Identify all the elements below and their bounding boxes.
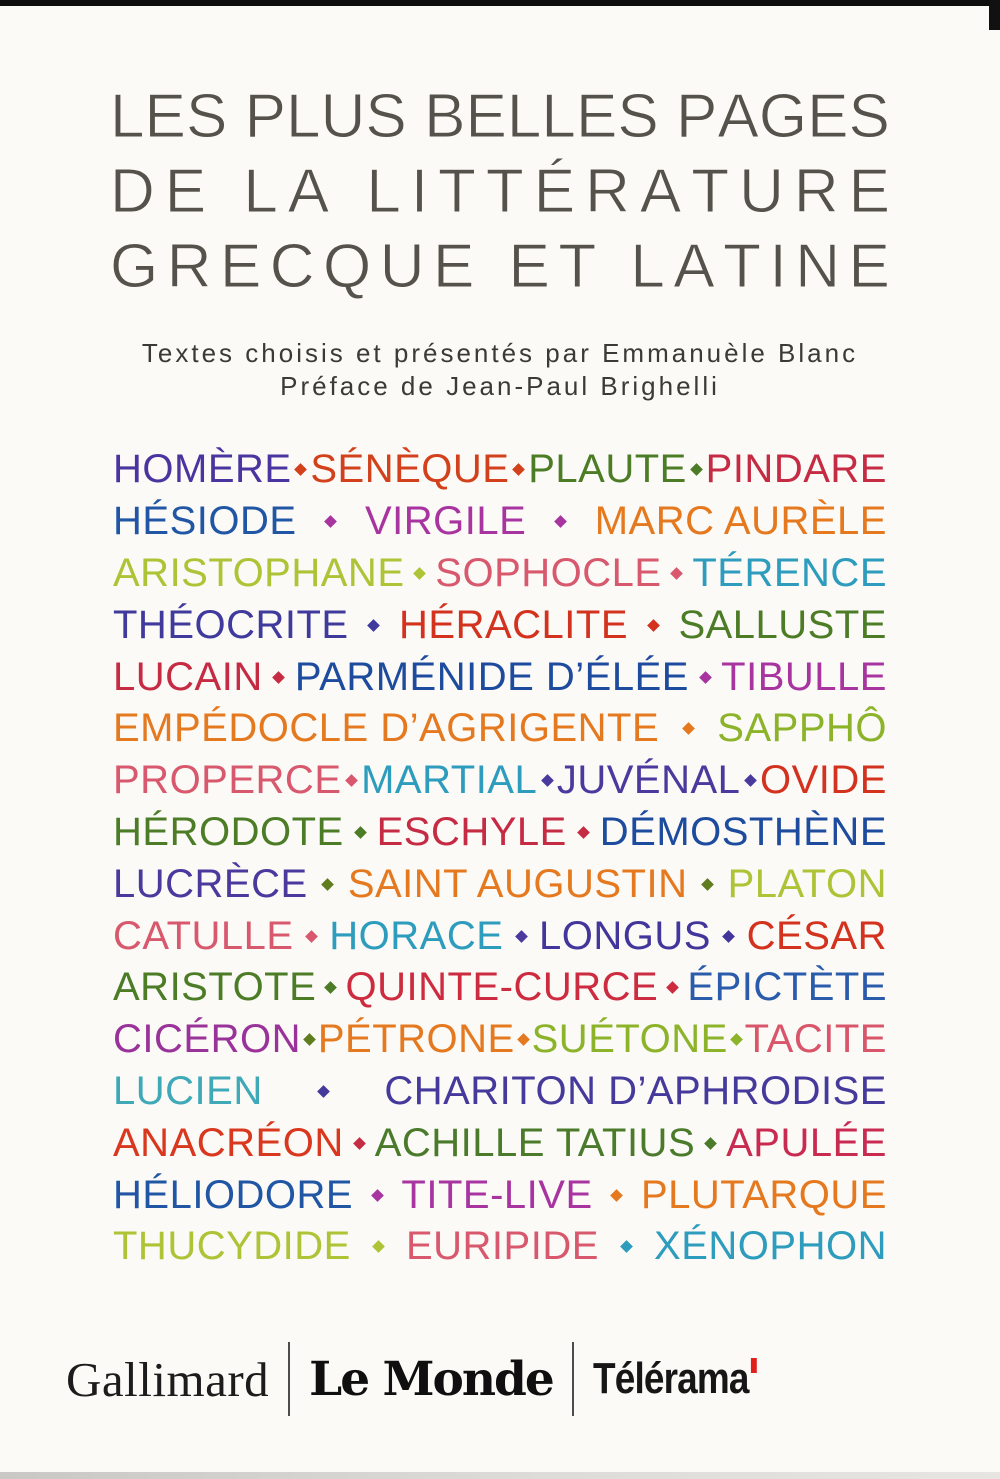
author-name: OVIDE (759, 758, 887, 803)
separator-dot-icon (690, 464, 703, 477)
author-name: LUCAIN (113, 654, 263, 699)
author-name: LONGUS (539, 913, 711, 958)
author-name: HÉLIODORE (113, 1172, 354, 1217)
author-name: PINDARE (705, 447, 887, 492)
author-name: ARISTOPHANE (113, 550, 405, 595)
author-line (113, 703, 887, 755)
separator-dot-icon (305, 930, 318, 943)
author-name: CHARITON D’APHRODISE (384, 1068, 887, 1113)
separator-dot-icon (371, 1189, 384, 1202)
separator-dot-icon (699, 671, 712, 684)
author-name: ACHILLE TATIUS (374, 1120, 696, 1165)
separator-dot-icon (730, 1033, 743, 1046)
author-name: SOPHOCLE (435, 550, 662, 595)
separator-dot-icon (704, 1137, 717, 1150)
separator-dot-icon (671, 567, 684, 580)
author-name: APULÉE (726, 1120, 887, 1165)
title-line-2: D E L A L I T T É R A T U R E (110, 157, 890, 226)
credit-editor: Textes choisis et présentés par Emmanuèle Blanc (141, 338, 859, 368)
author-name: LUCRÈCE (113, 861, 308, 906)
author-name: HÉRODOTE (113, 809, 344, 854)
telerama-red-tick-icon (751, 1358, 757, 1373)
author-name: MARTIAL (361, 758, 538, 803)
gallimard-logo: Gallimard (66, 1351, 270, 1407)
author-name: HOMÈRE (113, 447, 292, 492)
author-name: ÉPICTÈTE (687, 965, 887, 1010)
scan-edge-top (0, 0, 1000, 6)
author-name: SÉNÈQUE (310, 447, 510, 492)
author-name: PARMÉNIDE D’ÉLÉE (294, 654, 689, 699)
separator-dot-icon (610, 1189, 623, 1202)
author-name: TITE-LIVE (401, 1172, 593, 1217)
author-name: ANACRÉON (113, 1120, 344, 1165)
author-line (113, 1014, 887, 1066)
separator-dot-icon (325, 981, 338, 994)
separator-dot-icon (354, 826, 367, 839)
separator-dot-icon (321, 878, 334, 891)
separator-dot-icon (272, 671, 285, 684)
author-name: PLAUTE (528, 447, 687, 492)
separator-dot-icon (345, 774, 358, 787)
author-name: SALLUSTE (678, 602, 887, 647)
author-name: HORACE (329, 913, 504, 958)
author-name: THÉOCRITE (113, 602, 349, 647)
author-name: TÉRENCE (692, 550, 887, 595)
author-line (113, 651, 887, 703)
telerama-logo (593, 1354, 757, 1404)
separator-dot-icon (701, 878, 714, 891)
author-name: VIRGILE (364, 499, 527, 544)
separator-dot-icon (517, 1033, 530, 1046)
separator-dot-icon (515, 930, 528, 943)
separator-dot-icon (666, 981, 679, 994)
separator-dot-icon (647, 619, 660, 632)
credit-preface: Préface de Jean-Paul Brighelli (280, 371, 720, 401)
author-line (113, 910, 887, 962)
publisher-strip (66, 1336, 788, 1422)
author-name: HÉSIODE (113, 499, 297, 544)
author-name: CÉSAR (746, 913, 887, 958)
author-line (113, 807, 887, 859)
author-name: HÉRACLITE (399, 602, 629, 647)
author-line (113, 755, 887, 807)
author-line (113, 444, 887, 496)
scan-edge-bottom (0, 1472, 1000, 1479)
author-name: THUCYDIDE (113, 1224, 351, 1269)
separator-dot-icon (414, 567, 427, 580)
author-name: TACITE (744, 1017, 887, 1062)
separator-dot-icon (577, 826, 590, 839)
publisher-divider (288, 1342, 290, 1416)
separator-dot-icon (541, 774, 554, 787)
separator-dot-icon (324, 515, 337, 528)
author-name: ESCHYLE (376, 809, 567, 854)
scan-edge-corner (989, 0, 1000, 30)
title-line-1: L E S P L U S B E L L E S P A G E S (110, 82, 890, 151)
separator-dot-icon (682, 723, 695, 736)
publisher-divider (572, 1342, 574, 1416)
author-name: SAPPHÔ (717, 706, 887, 751)
author-line (113, 599, 887, 651)
author-name: CICÉRON (113, 1017, 301, 1062)
separator-dot-icon (295, 464, 308, 477)
separator-dot-icon (303, 1033, 316, 1046)
author-line (113, 1169, 887, 1221)
author-name: CATULLE (113, 913, 294, 958)
author-name: SUÉTONE (531, 1017, 728, 1062)
author-name: DÉMOSTHÈNE (599, 809, 887, 854)
author-name: MARC AURÈLE (594, 499, 887, 544)
author-line (113, 1066, 887, 1118)
author-line (113, 1117, 887, 1169)
author-name: PROPERCE (113, 758, 342, 803)
separator-dot-icon (353, 1137, 366, 1150)
separator-dot-icon (367, 619, 380, 632)
authors-block (113, 444, 887, 1273)
credits-block (110, 337, 890, 403)
separator-dot-icon (512, 464, 525, 477)
author-line (113, 1221, 887, 1273)
separator-dot-icon (620, 1240, 633, 1253)
title-block (110, 82, 890, 311)
separator-dot-icon (317, 1085, 330, 1098)
author-line (113, 496, 887, 548)
author-name: XÉNOPHON (654, 1224, 887, 1269)
title-line-3: G R E C Q U E E T L A T I N E (110, 232, 890, 301)
author-name: QUINTE-CURCE (345, 965, 659, 1010)
author-name: ARISTOTE (113, 965, 317, 1010)
author-line (113, 548, 887, 600)
lemonde-logo: Le Monde (309, 1351, 553, 1407)
author-name: JUVÉNAL (556, 758, 741, 803)
author-name: TIBULLE (721, 654, 887, 699)
author-line (113, 858, 887, 910)
author-line (113, 962, 887, 1014)
author-name: SAINT AUGUSTIN (347, 861, 688, 906)
author-name: PLUTARQUE (640, 1172, 887, 1217)
author-name: PÉTRONE (317, 1017, 515, 1062)
telerama-label: Télérama (592, 1354, 749, 1403)
author-name: LUCIEN (113, 1068, 263, 1113)
separator-dot-icon (722, 930, 735, 943)
author-name: PLATON (727, 861, 887, 906)
separator-dot-icon (372, 1240, 385, 1253)
author-name: EMPÉDOCLE D’AGRIGENTE (113, 706, 660, 751)
separator-dot-icon (744, 774, 757, 787)
author-name: EURIPIDE (405, 1224, 599, 1269)
separator-dot-icon (554, 515, 567, 528)
